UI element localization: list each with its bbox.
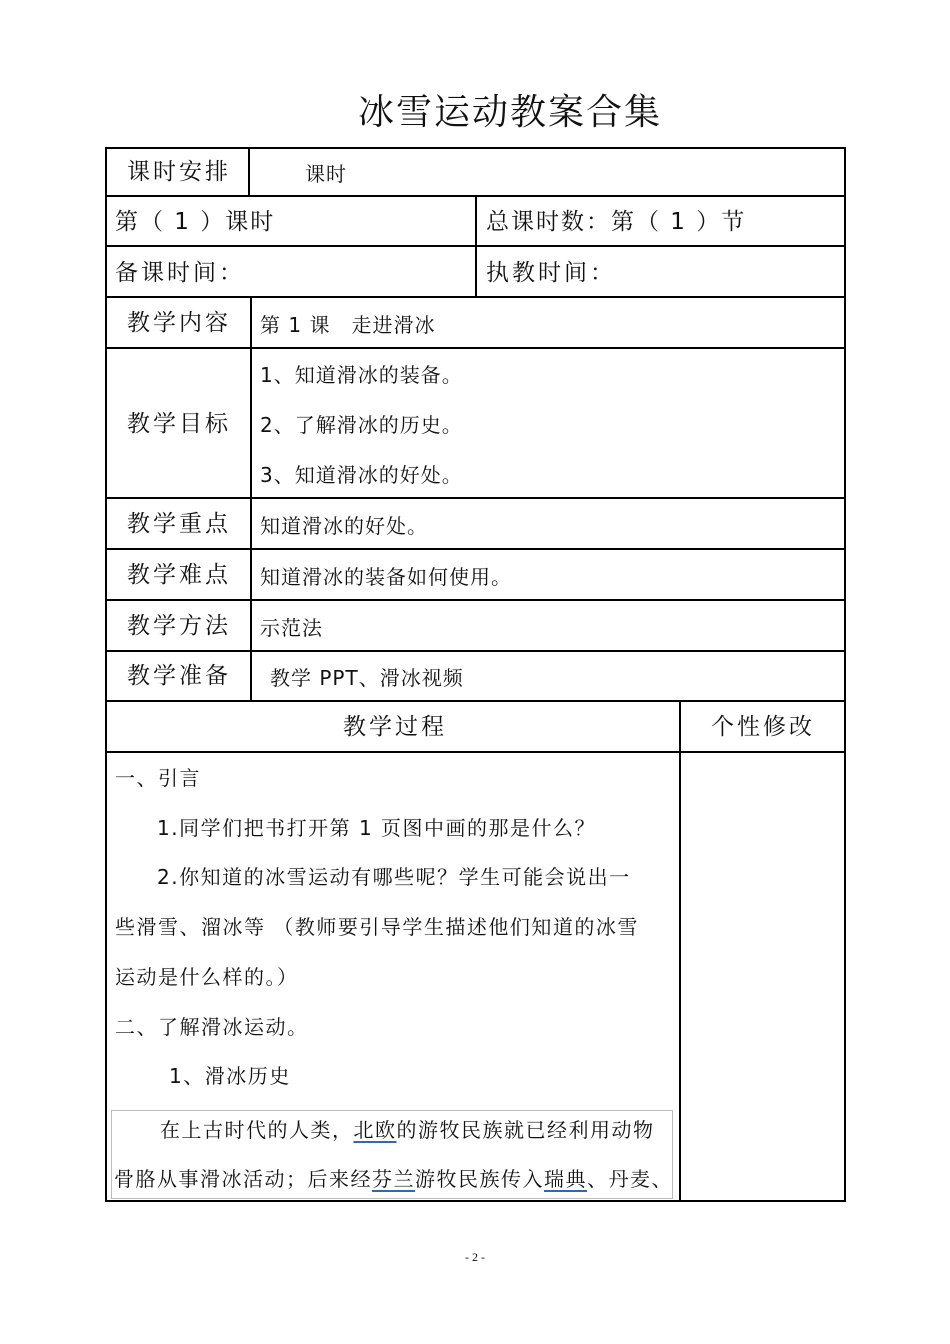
link-north-europe[interactable]: 北欧 xyxy=(353,1118,397,1142)
col-divider xyxy=(475,195,477,296)
row-divider xyxy=(105,700,846,702)
row-divider xyxy=(105,296,846,298)
excerpt-text: 的游牧民族就已经利用动物 xyxy=(396,1118,655,1142)
goal-item: 3、知道滑冰的好处。 xyxy=(260,463,463,487)
table-border-top xyxy=(105,147,846,149)
row-divider xyxy=(105,751,846,753)
link-sweden[interactable]: 瑞典 xyxy=(544,1167,587,1191)
excerpt-text: 、丹麦、 xyxy=(587,1167,673,1191)
method-value: 示范法 xyxy=(260,616,323,640)
link-finland[interactable]: 芬兰 xyxy=(372,1167,415,1191)
goal-item: 1、知道滑冰的装备。 xyxy=(260,363,463,387)
prep-time-label: 备课时间： xyxy=(115,260,245,286)
difficulty-value: 知道滑冰的装备如何使用。 xyxy=(260,565,512,589)
excerpt-text: 游牧民族传入 xyxy=(415,1167,544,1191)
teach-time-label: 执教时间： xyxy=(486,260,616,286)
process-line: 些滑雪、溜冰等 （教师要引导学生描述他们知道的冰雪 xyxy=(115,915,639,939)
row-divider xyxy=(105,599,846,601)
goals-label: 教学目标 xyxy=(127,411,231,437)
process-line: 二、了解滑冰运动。 xyxy=(115,1015,309,1039)
total-lessons: 总课时数：第（ 1 ）节 xyxy=(486,209,747,235)
process-line: 运动是什么样的。） xyxy=(115,965,299,989)
preparation-value: 教学 PPT、滑冰视频 xyxy=(270,666,464,690)
content-value: 第 1 课 走进滑冰 xyxy=(260,313,436,337)
col-divider xyxy=(679,700,681,1202)
content-label: 教学内容 xyxy=(127,310,231,336)
key-point-label: 教学重点 xyxy=(127,511,231,537)
excerpt-line xyxy=(160,1114,655,1143)
process-line: 1.同学们把书打开第 1 页图中画的那是什么？ xyxy=(157,816,597,840)
preparation-label: 教学准备 xyxy=(127,663,231,689)
excerpt-text: 在上古时代的人类， xyxy=(160,1118,354,1142)
schedule-value: 课时 xyxy=(305,162,347,186)
schedule-label: 课时安排 xyxy=(127,159,231,185)
lesson-plan-table xyxy=(105,147,845,1202)
document-title: 冰雪运动教案合集 xyxy=(357,92,662,133)
page-number: - 2 - xyxy=(465,1250,485,1264)
table-border-bottom xyxy=(105,1200,846,1202)
process-line: 一、引言 xyxy=(115,766,201,790)
table-border-right xyxy=(844,147,846,1202)
table-border-left xyxy=(105,147,107,1202)
row-divider xyxy=(105,548,846,550)
row-divider xyxy=(105,497,846,499)
history-excerpt xyxy=(111,1110,673,1199)
key-point-value: 知道滑冰的好处。 xyxy=(260,514,428,538)
method-label: 教学方法 xyxy=(127,613,231,639)
difficulty-label: 教学难点 xyxy=(127,562,231,588)
excerpt-text: 骨胳从事滑冰活动；后来经 xyxy=(114,1167,372,1191)
lesson-number: 第（ 1 ）课时 xyxy=(115,209,276,235)
process-header: 教学过程 xyxy=(343,714,447,740)
process-line: 1、滑冰历史 xyxy=(169,1064,291,1088)
row-divider xyxy=(105,347,846,349)
process-line: 2.你知道的冰雪运动有哪些呢？学生可能会说出一 xyxy=(157,865,631,889)
excerpt-line xyxy=(114,1163,673,1192)
row-divider xyxy=(105,650,846,652)
revision-header: 个性修改 xyxy=(711,714,815,740)
col-divider xyxy=(250,296,252,702)
goal-item: 2、了解滑冰的历史。 xyxy=(260,413,463,437)
col-divider xyxy=(248,147,250,195)
